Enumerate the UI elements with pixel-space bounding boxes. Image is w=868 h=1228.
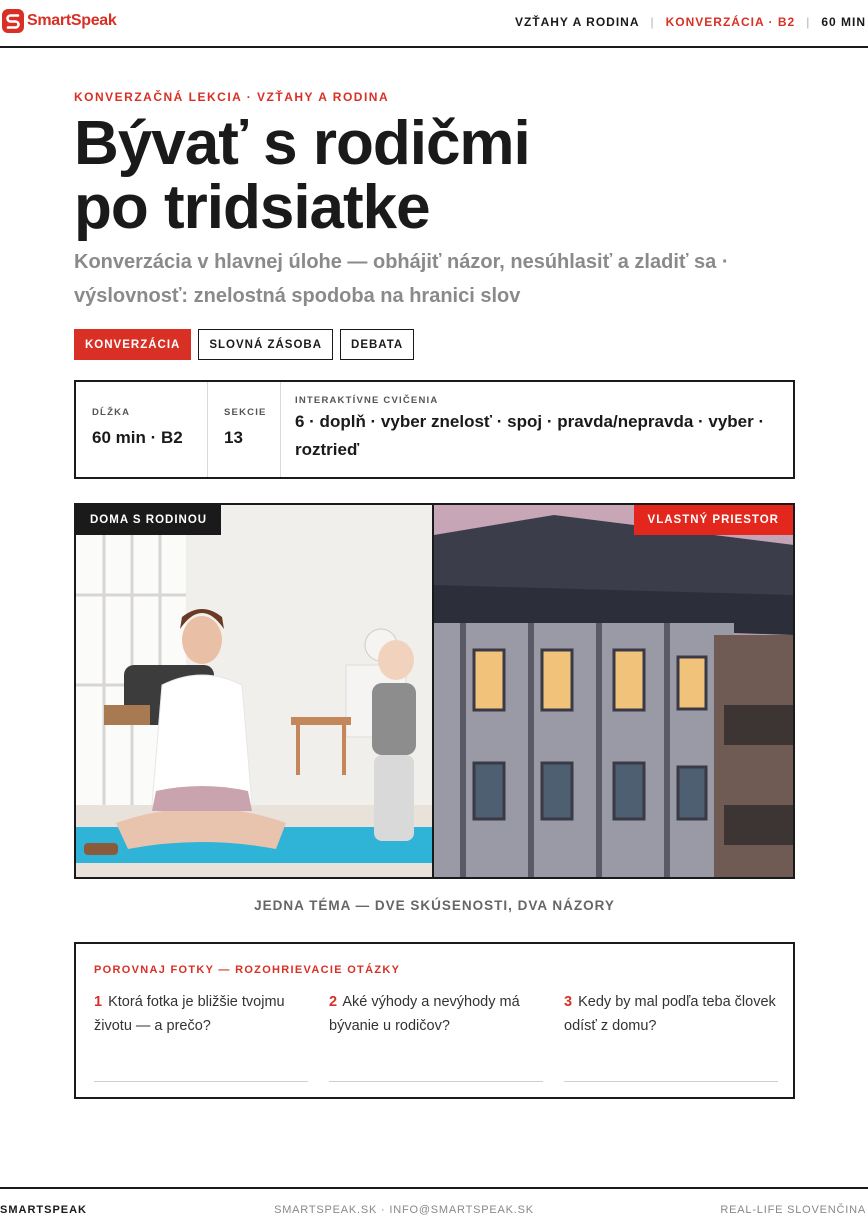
info-length bbox=[76, 382, 208, 477]
answer-line-3[interactable] bbox=[564, 1081, 778, 1082]
questions-title: POROVNAJ FOTKY — ROZOHRIEVACIE OTÁZKY bbox=[94, 964, 401, 976]
tag-debate[interactable]: DEBATA bbox=[340, 329, 414, 360]
lesson-info-box bbox=[74, 380, 795, 479]
page-footer bbox=[0, 1187, 868, 1228]
question-text: Ktorá fotka je bližšie tvojmu životu — a prečo? bbox=[94, 994, 285, 1034]
nav-separator: | bbox=[650, 15, 655, 29]
question-2 bbox=[329, 990, 543, 1038]
brand-logo[interactable] bbox=[2, 9, 117, 33]
top-nav bbox=[515, 15, 866, 29]
info-sections bbox=[208, 382, 281, 477]
question-3 bbox=[564, 990, 778, 1038]
info-sections-label: SEKCIE bbox=[224, 407, 267, 418]
nav-separator: | bbox=[806, 15, 811, 29]
photo-comparison bbox=[74, 503, 795, 879]
tag-vocabulary[interactable]: SLOVNÁ ZÁSOBA bbox=[198, 329, 333, 360]
warmup-questions-box bbox=[74, 942, 795, 1099]
brand-name: SmartSpeak bbox=[27, 12, 117, 29]
top-bar bbox=[0, 0, 868, 48]
tag-conversation[interactable]: KONVERZÁCIA bbox=[74, 329, 191, 360]
logo-icon bbox=[2, 9, 24, 33]
nav-duration: 60 MIN bbox=[821, 15, 866, 29]
photo-family-image bbox=[76, 505, 434, 877]
photo-caption: JEDNA TÉMA — DVE SKÚSENOSTI, DVA NÁZORY bbox=[254, 898, 615, 913]
nav-level[interactable]: KONVERZÁCIA · B2 bbox=[665, 15, 796, 29]
footer-brand: SMARTSPEAK bbox=[0, 1204, 88, 1216]
lesson-kicker: KONVERZAČNÁ LEKCIA · VZŤAHY A RODINA bbox=[74, 90, 390, 104]
info-length-label: DĹŽKA bbox=[92, 407, 131, 418]
question-1 bbox=[94, 990, 308, 1038]
photo-apartment-image bbox=[434, 505, 793, 877]
info-exercises-label: INTERAKTÍVNE CVIČENIA bbox=[295, 395, 439, 406]
page-title bbox=[74, 109, 794, 242]
nav-topic[interactable]: VZŤAHY A RODINA bbox=[514, 15, 640, 29]
question-text: Kedy by mal podľa teba človek odísť z domu? bbox=[564, 994, 776, 1034]
badge-home-with-family: DOMA S RODINOU bbox=[76, 505, 221, 535]
page-subtitle: Konverzácia v hlavnej úlohe — obhájiť názor, nesúhlasiť a zladiť sa · výslovnosť: znelostná spodoba na hranici slov bbox=[74, 251, 729, 307]
photo-own-space bbox=[434, 505, 793, 877]
footer-tagline: REAL-LIFE SLOVENČINA bbox=[720, 1204, 866, 1216]
title-line-1: Bývať s rodičmi bbox=[74, 109, 530, 178]
photo-home-with-family bbox=[76, 505, 434, 877]
badge-own-space: VLASTNÝ PRIESTOR bbox=[634, 505, 793, 535]
question-number: 3 bbox=[564, 994, 573, 1010]
question-number: 2 bbox=[329, 994, 338, 1010]
answer-line-1[interactable] bbox=[94, 1081, 308, 1082]
info-length-value: 60 min · B2 bbox=[92, 428, 183, 447]
question-text: Aké výhody a nevýhody má bývanie u rodičov? bbox=[329, 994, 520, 1034]
info-exercises-value: 6 · doplň · vyber znelosť · spoj · pravda/nepravda · vyber · roztrieď bbox=[295, 412, 765, 459]
answer-line-2[interactable] bbox=[329, 1081, 543, 1082]
tag-list bbox=[74, 329, 414, 360]
info-exercises bbox=[281, 382, 793, 477]
info-sections-value: 13 bbox=[224, 428, 243, 447]
question-number: 1 bbox=[94, 994, 103, 1010]
footer-contact[interactable]: SMARTSPEAK.SK · INFO@SMARTSPEAK.SK bbox=[274, 1204, 534, 1216]
title-line-2: po tridsiatke bbox=[74, 173, 430, 242]
